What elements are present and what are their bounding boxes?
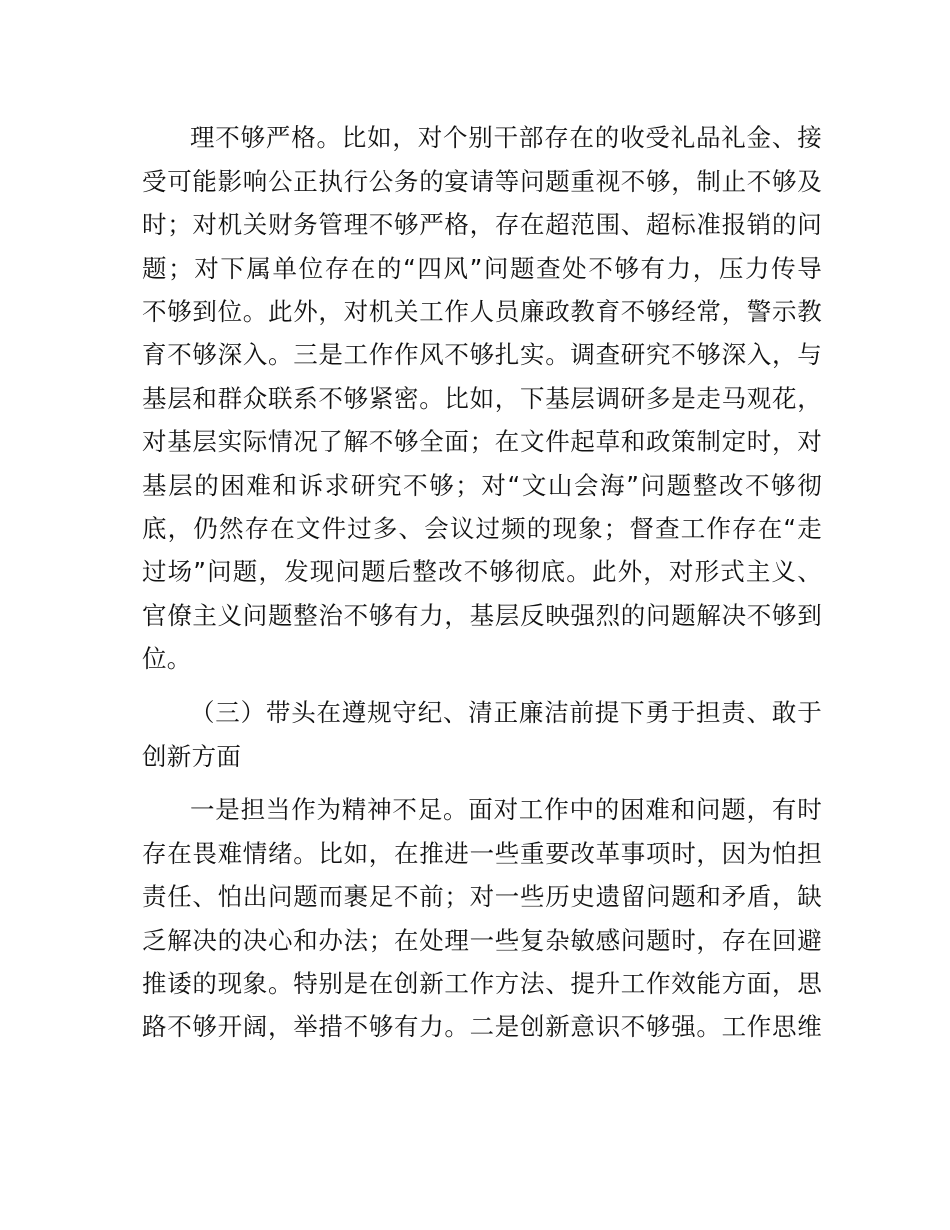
text-line: 对基层实际情况了解不够全面；在文件起草和政策制定时，对 bbox=[142, 427, 822, 456]
text-line: 官僚主义问题整治不够有力，基层反映强烈的问题解决不够到 bbox=[142, 601, 822, 630]
text-line: 受可能影响公正执行公务的宴请等问题重视不够，制止不够及 bbox=[142, 167, 822, 196]
text-line: 一是担当作为精神不足。面对工作中的困难和问题，有时 bbox=[190, 795, 822, 824]
text-line: 乏解决的决心和办法；在处理一些复杂敏感问题时，存在回避 bbox=[142, 926, 822, 955]
text-line: 基层的困难和诉求研究不够；对“文山会海”问题整改不够彻 bbox=[142, 471, 822, 500]
text-line: 位。 bbox=[142, 644, 192, 673]
text-line: 路不够开阔，举措不够有力。二是创新意识不够强。工作思维 bbox=[142, 1012, 822, 1041]
text-line: 题；对下属单位存在的“四风”问题查处不够有力，压力传导 bbox=[142, 254, 822, 283]
text-line: 时；对机关财务管理不够严格，存在超范围、超标准报销的问 bbox=[142, 210, 822, 239]
text-line: 理不够严格。比如，对个别干部存在的收受礼品礼金、接 bbox=[190, 123, 822, 152]
text-line: 底，仍然存在文件过多、会议过频的现象；督查工作存在“走 bbox=[142, 514, 822, 543]
text-line: 不够到位。此外，对机关工作人员廉政教育不够经常，警示教 bbox=[142, 297, 822, 326]
text-line: 过场”问题，发现问题后整改不够彻底。此外，对形式主义、 bbox=[142, 557, 822, 586]
section-heading: （三）带头在遵规守纪、清正廉洁前提下勇于担责、敢于 bbox=[190, 698, 822, 727]
text-line: 基层和群众联系不够紧密。比如，下基层调研多是走马观花， bbox=[142, 384, 822, 413]
text-line: 责任、怕出问题而裹足不前；对一些历史遗留问题和矛盾，缺 bbox=[142, 882, 822, 911]
text-line: 推诿的现象。特别是在创新工作方法、提升工作效能方面，思 bbox=[142, 969, 822, 998]
text-line: 育不够深入。三是工作作风不够扎实。调查研究不够深入，与 bbox=[142, 340, 822, 369]
section-heading: 创新方面 bbox=[142, 742, 242, 771]
text-line: 存在畏难情绪。比如，在推进一些重要改革事项时，因为怕担 bbox=[142, 839, 822, 868]
